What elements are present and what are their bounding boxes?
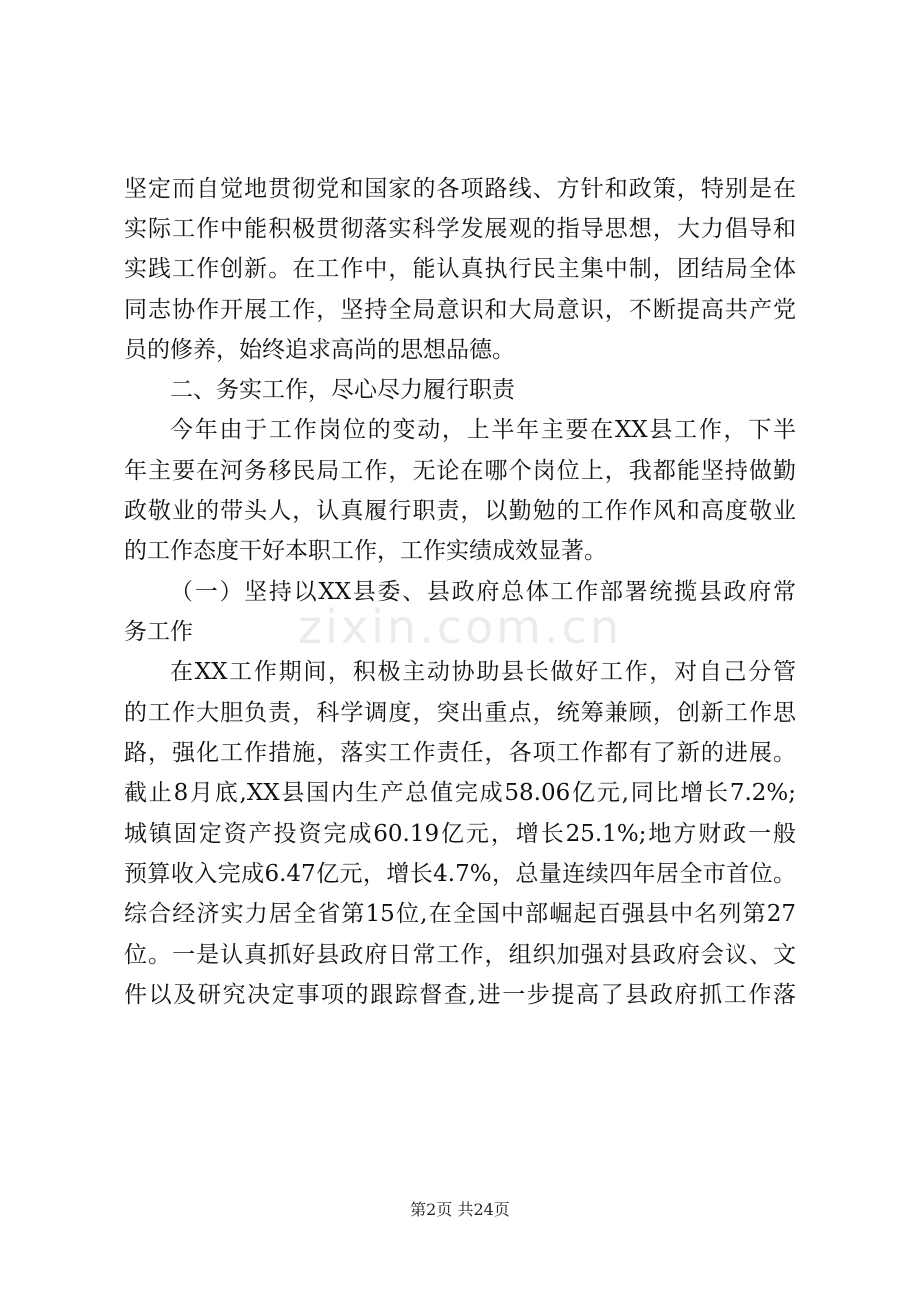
body-line: 的工作大胆负责，科学调度，突出重点，统筹兼顾，创新工作思: [124, 700, 796, 726]
body-line: 员的修养，始终追求高尚的思想品德。: [124, 337, 515, 363]
body-line: 城镇固定资产投资完成60.19亿元，增长25.1%;地方财政一般: [124, 821, 796, 847]
section-heading: 二、务实工作，尽心尽力履行职责: [170, 377, 515, 403]
body-line: 的工作态度干好本职工作，工作实绩成效显著。: [124, 538, 607, 564]
body-line: 今年由于工作岗位的变动，上半年主要在XX县工作，下半: [170, 417, 796, 443]
body-line: 位。一是认真抓好县政府日常工作，组织加强对县政府会议、文: [124, 942, 796, 968]
body-line: 同志协作开展工作，坚持全局意识和大局意识，不断提高共产党: [124, 297, 796, 323]
page-footer: 第2页 共24页: [410, 1200, 510, 1219]
body-line: 实际工作中能积极贯彻落实科学发展观的指导思想，大力倡导和: [124, 216, 796, 242]
body-line: 年主要在河务移民局工作，无论在哪个岗位上，我都能坚持做勤: [124, 458, 796, 484]
body-line: 综合经济实力居全省第15位,在全国中部崛起百强县中名列第27: [124, 901, 796, 927]
body-line: 实践工作创新。在工作中，能认真执行民主集中制，团结局全体: [124, 256, 796, 282]
subsection-heading: （一）坚持以XX县委、县政府总体工作部署统揽县政府常: [170, 579, 796, 605]
body-line: 预算收入完成6.47亿元，增长4.7%，总量连续四年居全市首位。: [124, 861, 796, 887]
body-line: 在XX工作期间，积极主动协助县长做好工作，对自己分管: [170, 659, 796, 685]
body-line: 截止8月底,XX县国内生产总值完成58.06亿元,同比增长7.2%;: [124, 780, 796, 806]
body-line: 件以及研究决定事项的跟踪督查,进一步提高了县政府抓工作落: [124, 982, 796, 1008]
watermark: zixin.com.cn: [297, 600, 623, 654]
body-line: 坚定而自觉地贯彻党和国家的各项路线、方针和政策，特别是在: [124, 176, 796, 202]
body-line: 路，强化工作措施，落实工作责任，各项工作都有了新的进展。: [124, 740, 796, 766]
body-line: 政敬业的带头人，认真履行职责，以勤勉的工作作风和高度敬业: [124, 498, 796, 524]
subsection-heading-cont: 务工作: [124, 619, 193, 645]
